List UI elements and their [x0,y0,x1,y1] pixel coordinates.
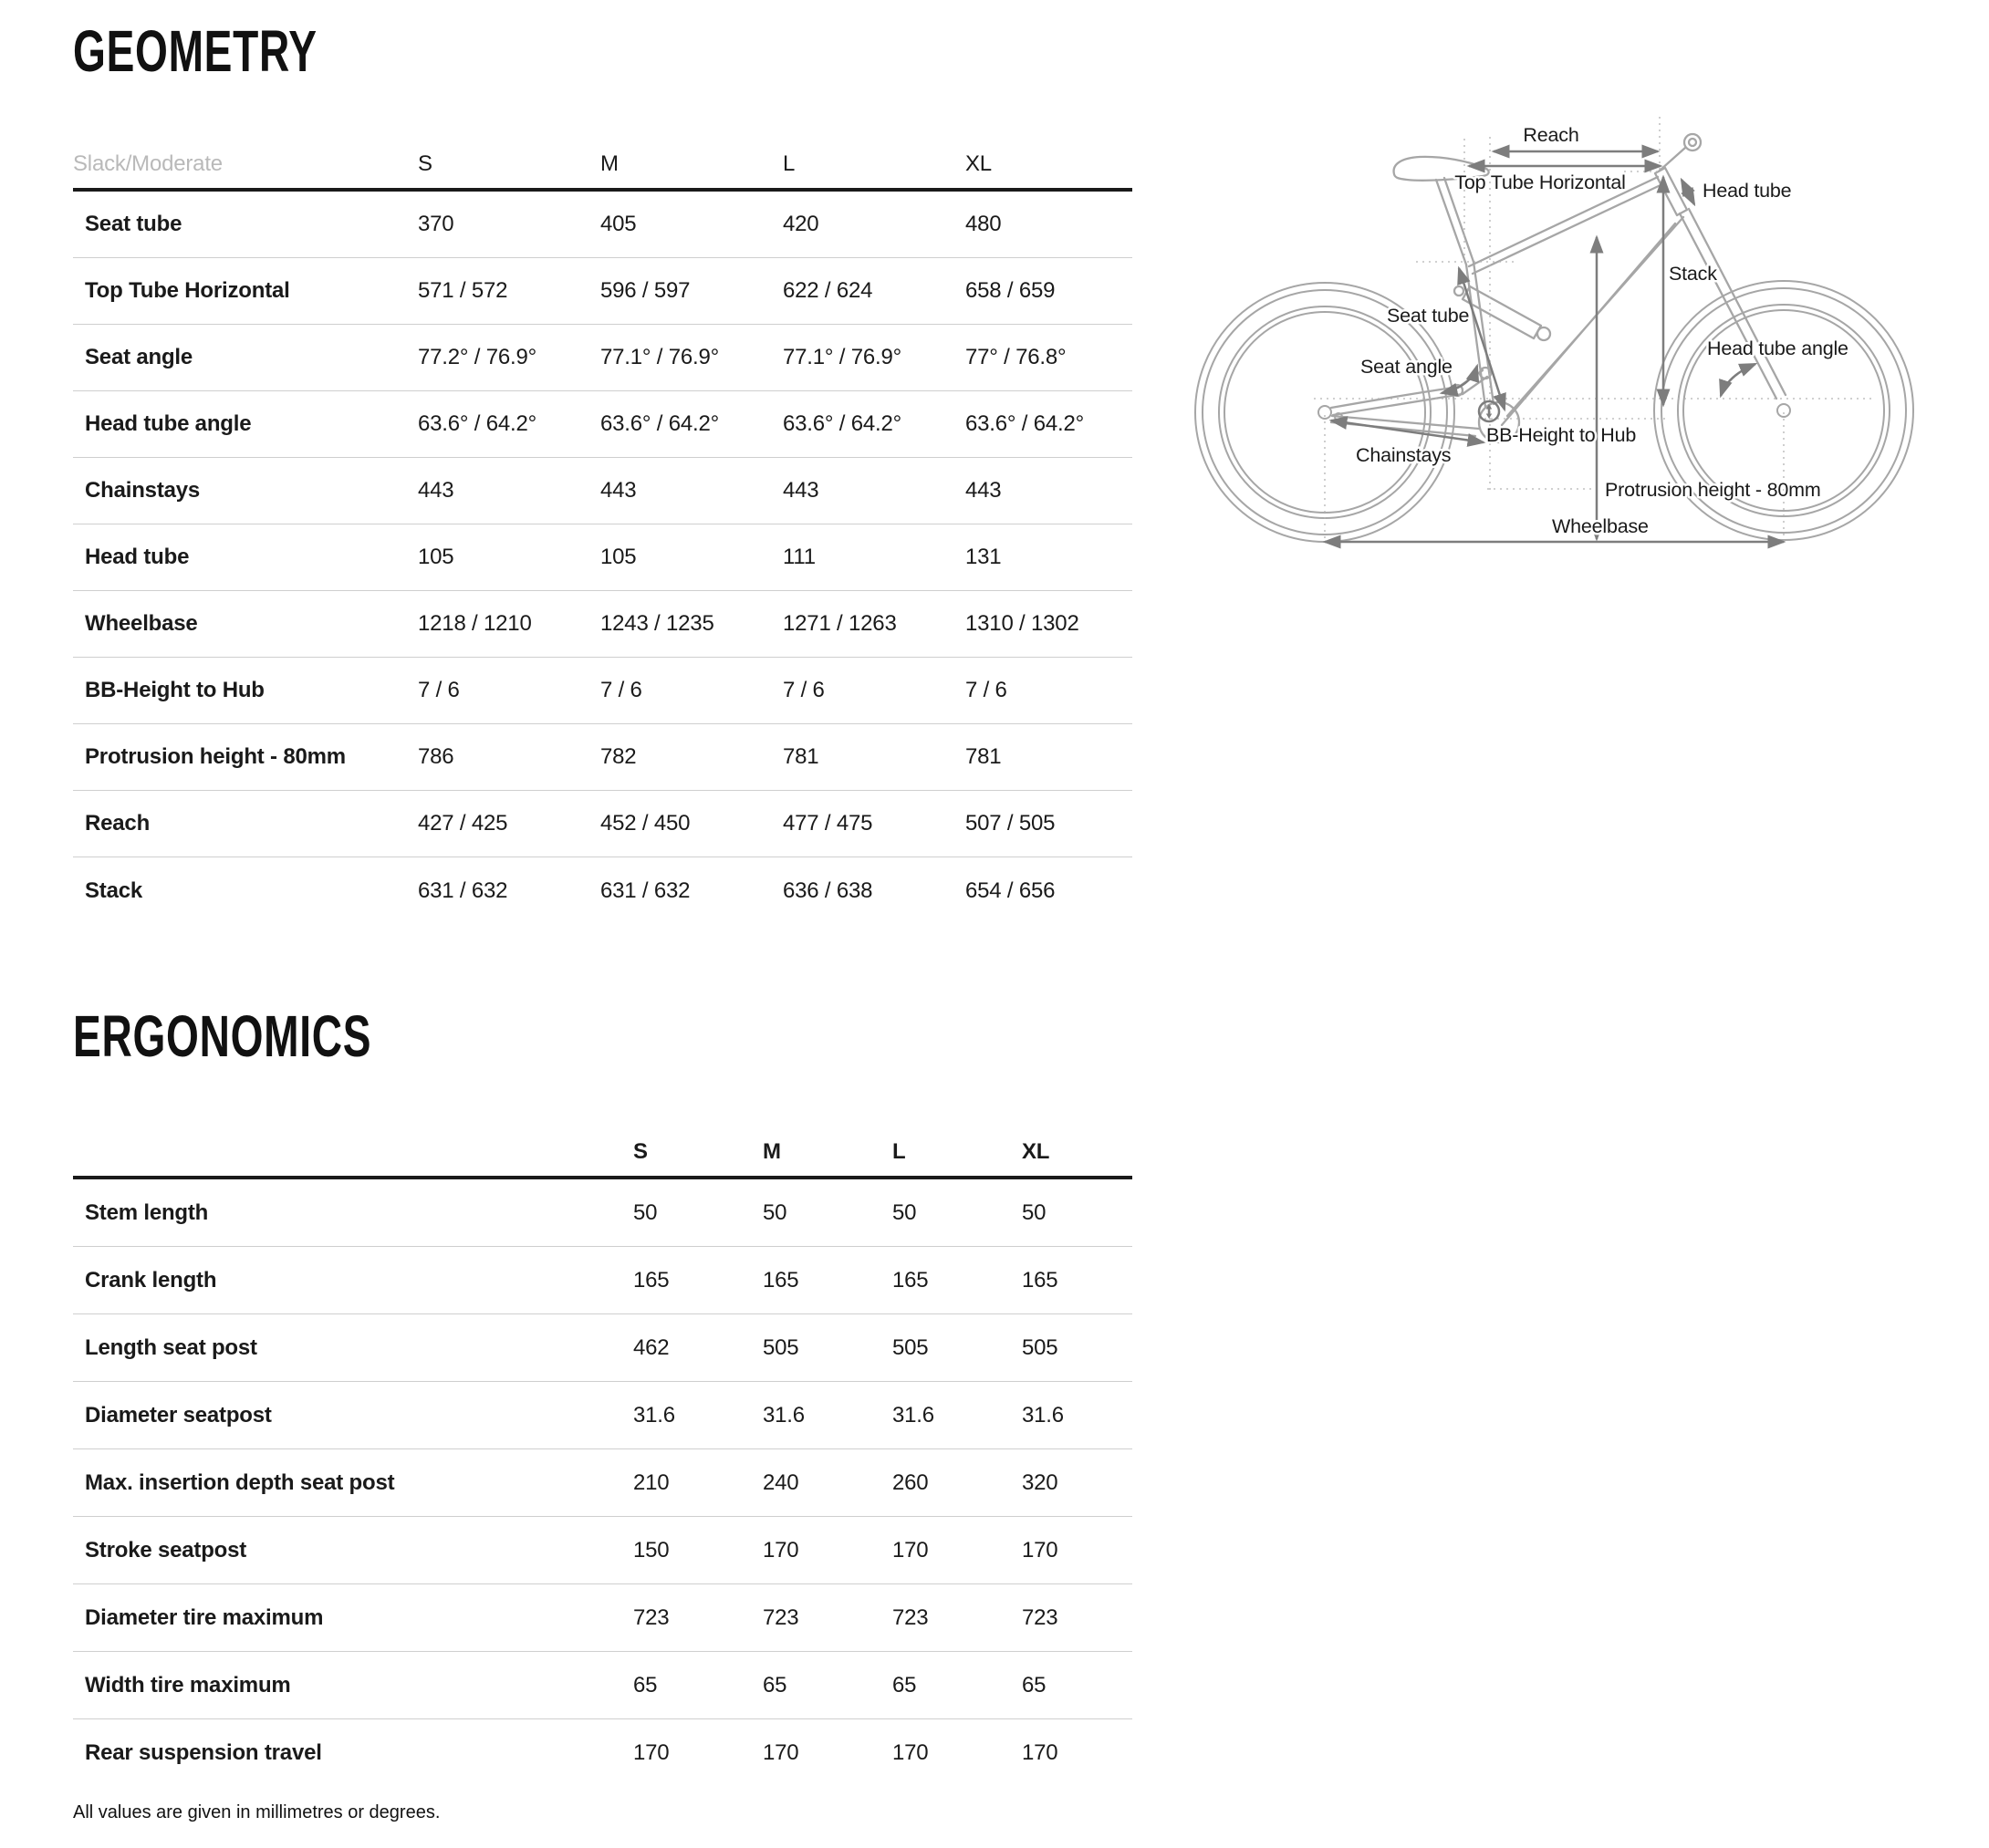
diagram-label-stack: Stack [1669,263,1717,285]
cell-value: 405 [600,212,637,236]
cell-value: 420 [783,212,819,236]
row-label: Stack [85,877,143,903]
diagram-label-top-tube-horizontal: Top Tube Horizontal [1454,171,1626,193]
chainstay-member [1331,416,1479,436]
table-row [73,591,1132,658]
row-label: Top Tube Horizontal [85,278,290,303]
diagram-label-seat-tube: Seat tube [1387,305,1470,327]
geometry-section-title: GEOMETRY [73,18,318,84]
row-label: Diameter seatpost [85,1402,272,1428]
cell-value: 77.1° / 76.9° [600,345,720,369]
head-tube-member [1655,168,1687,215]
row-label: Reach [85,811,151,836]
table-row [73,458,1132,524]
cell-value: 723 [892,1604,929,1630]
table-row [73,1584,1132,1652]
cell-value: 65 [892,1672,917,1697]
cell-value: 131 [965,545,1002,569]
cell-value: 170 [1022,1740,1058,1765]
diagram-label-wheelbase: Wheelbase [1552,515,1649,537]
cell-value: 165 [763,1267,799,1293]
cell-value: 443 [783,478,819,503]
diagram-label-protrusion-height: Protrusion height - 80mm [1605,479,1821,501]
row-label: Head tube [85,545,190,569]
diagram-label-head-tube-angle: Head tube angle [1707,337,1848,359]
row-label: Rear suspension travel [85,1740,322,1765]
cell-value: 370 [418,212,454,236]
column-header-xl: XL [1022,1139,1050,1164]
cell-value: 7 / 6 [418,678,460,702]
ergonomics-table-header [73,1115,1132,1179]
cell-value: 170 [763,1537,799,1562]
cell-value: 50 [892,1199,917,1225]
table-row [73,1449,1132,1517]
column-header-l: L [783,151,796,176]
column-header-l: L [892,1139,906,1164]
cell-value: 7 / 6 [965,678,1007,702]
cell-value: 782 [600,744,637,769]
cell-value: 781 [965,744,1002,769]
table-row [73,658,1132,724]
cell-value: 170 [1022,1537,1058,1562]
cell-value: 210 [633,1469,670,1495]
table-row [73,857,1132,924]
cell-value: 50 [633,1199,658,1225]
ergonomics-table [73,1115,1132,1787]
head-tube-angle-arc [1721,364,1755,396]
table-row [73,1314,1132,1382]
cell-value: 723 [763,1604,799,1630]
table-row [73,1517,1132,1584]
cell-value: 1243 / 1235 [600,611,714,636]
table-row [73,1179,1132,1247]
cell-value: 31.6 [1022,1402,1064,1428]
diagram-label-reach: Reach [1523,124,1579,146]
cell-value: 452 / 450 [600,811,691,836]
cell-value: 63.6° / 64.2° [418,411,537,436]
row-label: Stem length [85,1199,209,1225]
cell-value: 65 [763,1672,787,1697]
cell-value: 1271 / 1263 [783,611,897,636]
row-label: Length seat post [85,1334,257,1360]
table-row [73,192,1132,258]
cell-value: 63.6° / 64.2° [600,411,720,436]
cell-value: 654 / 656 [965,877,1056,903]
cell-value: 170 [892,1740,929,1765]
cell-value: 170 [763,1740,799,1765]
cell-value: 631 / 632 [600,877,691,903]
cell-value: 150 [633,1537,670,1562]
head-tube-arrow [1682,180,1694,204]
cell-value: 505 [763,1334,799,1360]
column-header-xl: XL [965,151,992,176]
cell-value: 427 / 425 [418,811,508,836]
seat-tube-arrow [1459,268,1505,410]
table-row [73,258,1132,325]
table-row [73,1719,1132,1787]
cell-value: 636 / 638 [783,877,873,903]
cell-value: 1218 / 1210 [418,611,532,636]
row-label: Width tire maximum [85,1672,291,1697]
cell-value: 77° / 76.8° [965,345,1067,369]
cell-value: 596 / 597 [600,278,691,303]
cell-value: 443 [965,478,1002,503]
cell-value: 631 / 632 [418,877,508,903]
cell-value: 105 [418,545,454,569]
cell-value: 477 / 475 [783,811,873,836]
cell-value: 507 / 505 [965,811,1056,836]
cell-value: 723 [633,1604,670,1630]
cell-value: 170 [892,1537,929,1562]
cell-value: 63.6° / 64.2° [965,411,1085,436]
column-header-s: S [633,1139,648,1164]
row-label: Seat angle [85,345,193,369]
cell-value: 165 [1022,1267,1058,1293]
diagram-label-seat-angle: Seat angle [1360,356,1453,378]
table-row [73,791,1132,857]
cell-value: 505 [892,1334,929,1360]
units-footnote: All values are given in millimetres or degrees. [73,1802,441,1822]
cell-value: 50 [763,1199,787,1225]
cell-value: 63.6° / 64.2° [783,411,902,436]
geometry-table-header [73,128,1132,192]
cell-value: 505 [1022,1334,1058,1360]
table-row [73,1652,1132,1719]
cell-value: 240 [763,1469,799,1495]
cell-value: 1310 / 1302 [965,611,1079,636]
cell-value: 320 [1022,1469,1058,1495]
table-row [73,391,1132,458]
cell-value: 65 [1022,1672,1047,1697]
cell-value: 7 / 6 [600,678,642,702]
table-row [73,1247,1132,1314]
cell-value: 105 [600,545,637,569]
cell-value: 622 / 624 [783,278,873,303]
cell-value: 165 [892,1267,929,1293]
seatstay-member [1331,387,1463,415]
front-wheel [1654,281,1913,540]
ergonomics-table-body [73,1179,1132,1787]
cell-value: 260 [892,1469,929,1495]
column-header-s: S [418,151,432,176]
cell-value: 31.6 [633,1402,675,1428]
row-label: Max. insertion depth seat post [85,1469,395,1495]
diagram-label-bb-height-to-hub: BB-Height to Hub [1486,424,1637,446]
cell-value: 77.2° / 76.9° [418,345,537,369]
row-label: Stroke seatpost [85,1537,247,1562]
row-label: Diameter tire maximum [85,1604,324,1630]
cell-value: 65 [633,1672,658,1697]
geometry-corner-label: Slack/Moderate [73,151,223,176]
cell-value: 480 [965,212,1002,236]
diagram-label-head-tube: Head tube [1703,180,1792,202]
cell-value: 50 [1022,1199,1047,1225]
geometry-table [73,128,1132,924]
row-label: Chainstays [85,478,201,503]
cell-value: 165 [633,1267,670,1293]
row-label: Protrusion height - 80mm [85,744,346,769]
row-label: Head tube angle [85,411,252,436]
cell-value: 723 [1022,1604,1058,1630]
cell-value: 786 [418,744,454,769]
cell-value: 77.1° / 76.9° [783,345,902,369]
stem [1660,148,1685,171]
diagram-label-chainstays: Chainstays [1356,444,1452,466]
cell-value: 31.6 [892,1402,934,1428]
column-header-m: M [600,151,619,176]
cell-value: 443 [600,478,637,503]
ergonomics-section-title: ERGONOMICS [73,1003,372,1069]
table-row [73,724,1132,791]
cell-value: 7 / 6 [783,678,825,702]
table-row [73,325,1132,391]
cell-value: 658 / 659 [965,278,1056,303]
chainstays-arrow [1331,420,1484,442]
handlebar-grip [1684,134,1701,151]
column-header-m: M [763,1139,781,1164]
row-label: Wheelbase [85,611,198,636]
table-row [73,524,1132,591]
row-label: Crank length [85,1267,217,1293]
bike-geometry-diagram [1168,82,1971,593]
cell-value: 31.6 [763,1402,805,1428]
geometry-table-body [73,192,1132,924]
cell-value: 781 [783,744,819,769]
table-row [73,1382,1132,1449]
cell-value: 443 [418,478,454,503]
cell-value: 571 / 572 [418,278,508,303]
row-label: BB-Height to Hub [85,678,265,702]
cell-value: 111 [783,545,816,569]
cell-value: 170 [633,1740,670,1765]
cell-value: 462 [633,1334,670,1360]
row-label: Seat tube [85,212,182,236]
fork [1680,209,1786,399]
